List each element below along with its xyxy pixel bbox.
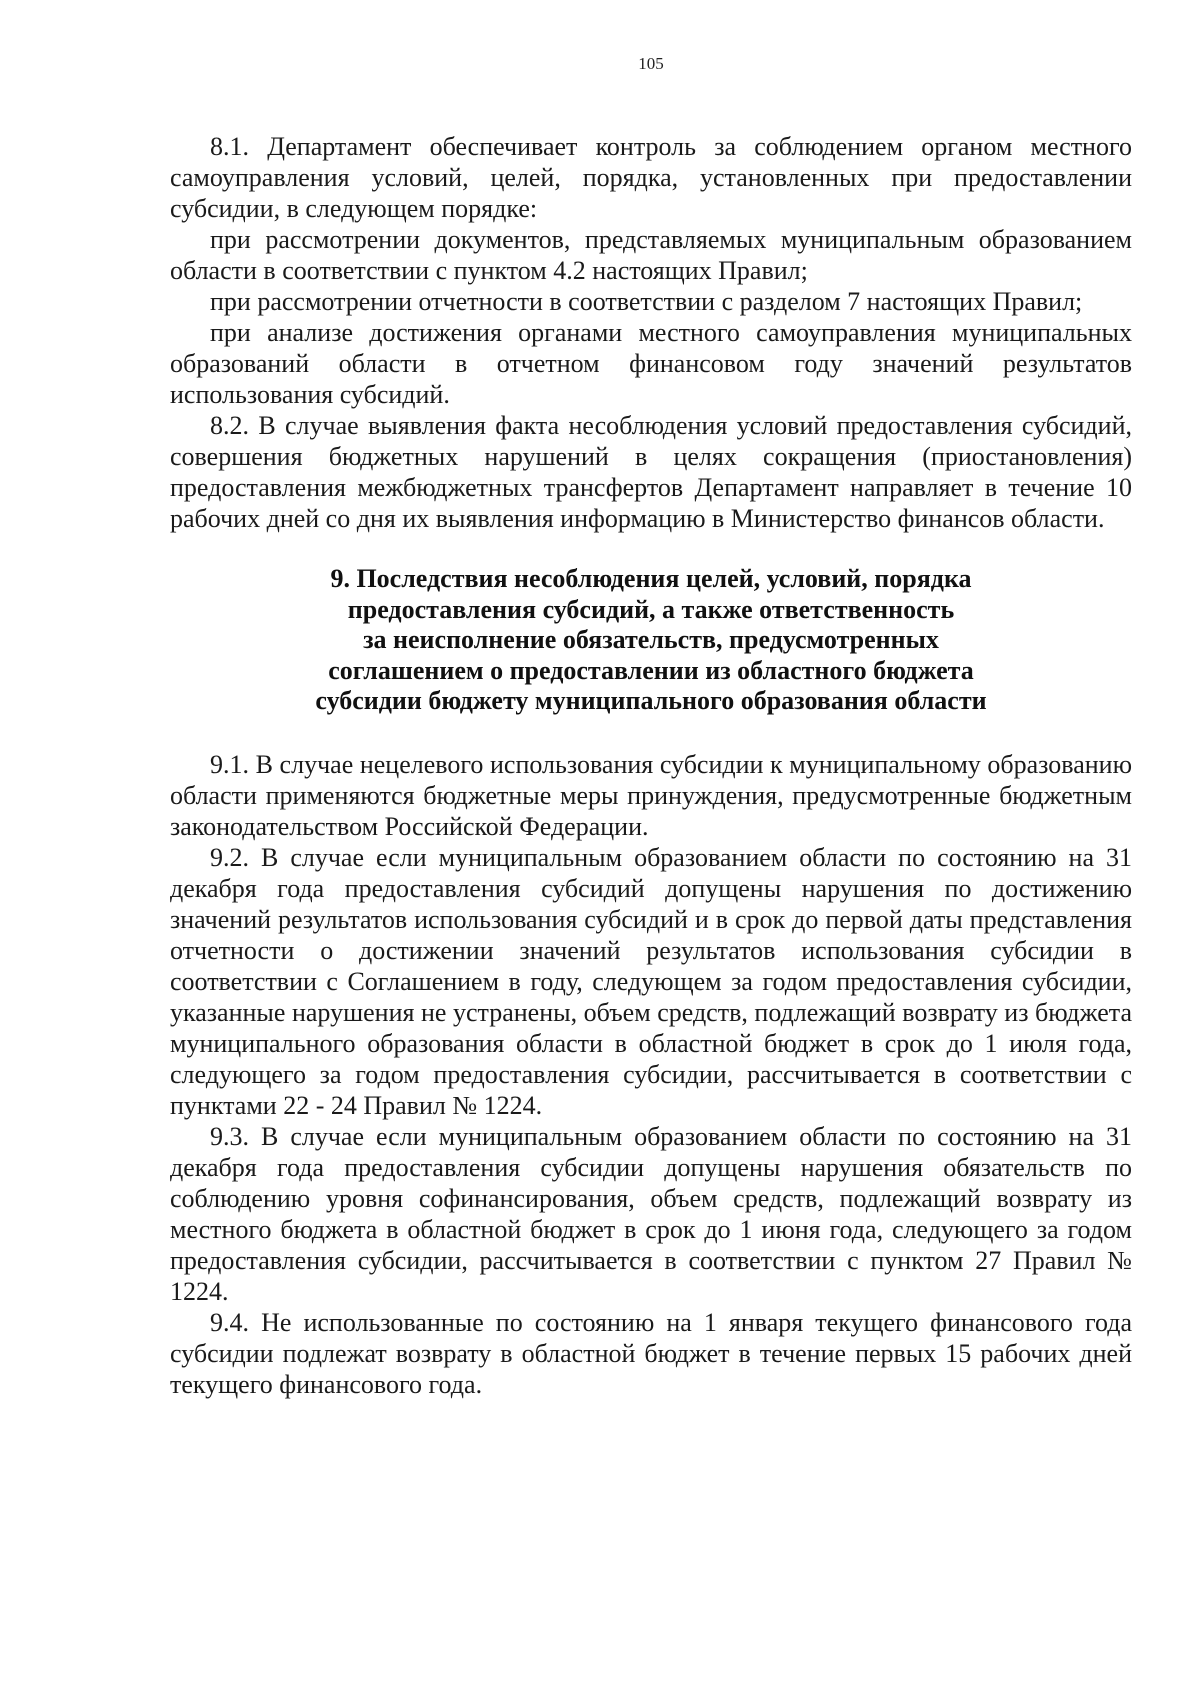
paragraph-8-1-item-analysis: при анализе достижения органами местного самоуправления муниципальных образований области в отчетном финансовом году значений результатов использования субсидий. — [170, 318, 1132, 409]
document-page — [170, 40, 1132, 1400]
section-9-heading-line: субсидии бюджету муниципального образования области — [315, 686, 987, 715]
paragraph-8-1-item-reporting: при рассмотрении отчетности в соответствии с разделом 7 настоящих Правил; — [210, 287, 1083, 316]
paragraph-8-1-item-documents: при рассмотрении документов, представляемых муниципальным образованием области в соответствии с пунктом 4.2 настоящих Правил; — [170, 225, 1132, 285]
paragraph-9-1: 9.1. В случае нецелевого использования субсидии к муниципальному образованию области применяются бюджетные меры принуждения, предусмотренные бюджетным законодательством Российской Федерации. — [170, 749, 1132, 841]
section-9-heading-line: соглашением о предоставлении из областного бюджета — [328, 655, 974, 685]
section-9-heading-line: предоставления субсидий, а также ответственность — [347, 594, 955, 624]
paragraph-9-2: 9.2. В случае если муниципальным образованием области по состоянию на 31 декабря года предоставления субсидий допущены нарушения по достижению значений результатов использования субсидий и в срок до первой даты представления отчетности о достижении значений результатов использования субсидии в соответствии с Соглашением в году, следующем за годом предоставления субсидии, указанные нарушения не устранены, объем средств, подлежащий возврату из бюджета муниципального образования области в областной бюджет в срок до 1 июля года, следующего за годом предоставления субсидии, рассчитывается в соответствии с пунктами 22 - 24 Правил № 1224. — [170, 842, 1132, 1120]
page-number: 105 — [638, 54, 664, 73]
paragraph-9-3: 9.3. В случае если муниципальным образованием области по состоянию на 31 декабря года предоставления субсидии допущены нарушения обязательств по соблюдению уровня софинансирования, объем средств, подлежащий возврату из местного бюджета в областной бюджет в срок до 1 июня года, следующего за годом предоставления субсидии, рассчитывается в соответствии с пунктом 27 Правил № 1224. — [170, 1121, 1132, 1306]
section-9-heading — [170, 564, 1132, 717]
paragraph-8-1: 8.1. Департамент обеспечивает контроль за соблюдением органом местного самоуправления условий, целей, порядка, установленных при предоставлении субсидии, в следующем порядке: — [170, 132, 1132, 223]
paragraph-8-2: 8.2. В случае выявления факта несоблюдения условий предоставления субсидий, совершения бюджетных нарушений в целях сокращения (приостановления) предоставления межбюджетных трансфертов Департамент направляет в течение 10 рабочих дней со дня их выявления информацию в Министерство финансов области. — [170, 411, 1132, 533]
section-9-heading-line: 9. Последствия несоблюдения целей, условий, порядка — [330, 564, 972, 593]
section-9-heading-line: за неисполнение обязательств, предусмотренных — [363, 625, 939, 654]
paragraph-9-4: 9.4. Не использованные по состоянию на 1 января текущего финансового года субсидии подлежат возврату в областной бюджет в течение первых 15 рабочих дней текущего финансового года. — [170, 1307, 1132, 1399]
